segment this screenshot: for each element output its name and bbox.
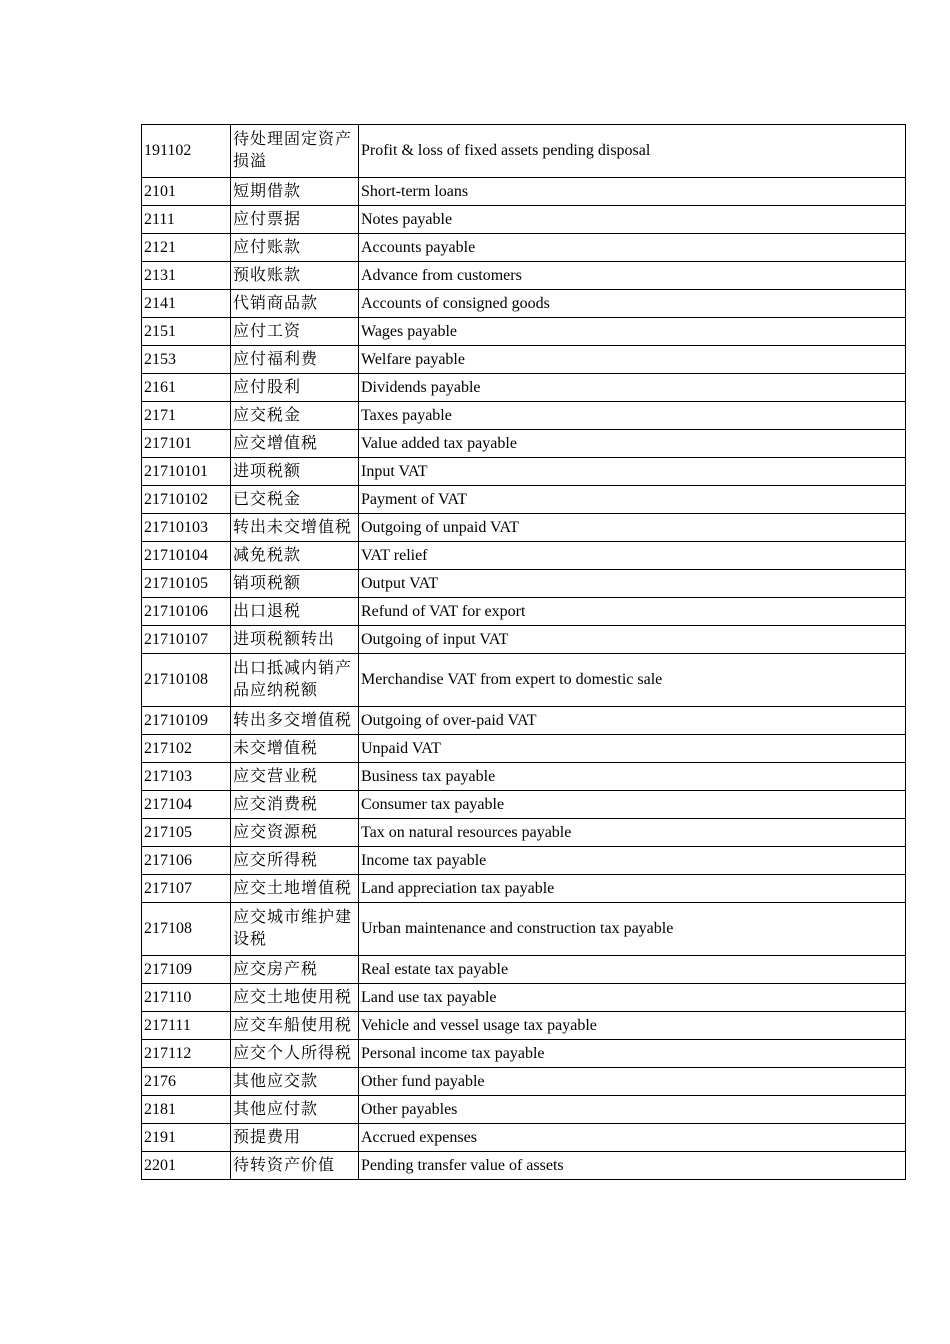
table-row bbox=[142, 402, 906, 430]
account-code-cell: 21710109 bbox=[142, 707, 231, 735]
chinese-name-cell: 进项税额 bbox=[231, 458, 359, 486]
chinese-name-cell: 应交税金 bbox=[231, 402, 359, 430]
account-code-cell: 217109 bbox=[142, 956, 231, 984]
table-row bbox=[142, 318, 906, 346]
account-code-cell: 217104 bbox=[142, 791, 231, 819]
english-name-cell: Unpaid VAT bbox=[359, 735, 906, 763]
table-row bbox=[142, 458, 906, 486]
chinese-name-cell: 出口退税 bbox=[231, 598, 359, 626]
chinese-name-cell: 应交房产税 bbox=[231, 956, 359, 984]
chinese-name-cell: 应交所得税 bbox=[231, 847, 359, 875]
chinese-name-cell: 代销商品款 bbox=[231, 290, 359, 318]
chinese-name-cell: 其他应交款 bbox=[231, 1068, 359, 1096]
english-name-cell: Personal income tax payable bbox=[359, 1040, 906, 1068]
english-name-cell: Urban maintenance and construction tax payable bbox=[359, 903, 906, 956]
english-name-cell: Short-term loans bbox=[359, 178, 906, 206]
english-name-cell: Dividends payable bbox=[359, 374, 906, 402]
chinese-name-cell: 预收账款 bbox=[231, 262, 359, 290]
english-name-cell: Outgoing of unpaid VAT bbox=[359, 514, 906, 542]
account-code-cell: 2121 bbox=[142, 234, 231, 262]
table-row bbox=[142, 1096, 906, 1124]
table-row bbox=[142, 903, 906, 956]
chinese-name-cell: 应付票据 bbox=[231, 206, 359, 234]
english-name-cell: Welfare payable bbox=[359, 346, 906, 374]
english-name-cell: Refund of VAT for export bbox=[359, 598, 906, 626]
account-code-cell: 2141 bbox=[142, 290, 231, 318]
table-row bbox=[142, 626, 906, 654]
table-row bbox=[142, 1068, 906, 1096]
chinese-name-cell: 未交增值税 bbox=[231, 735, 359, 763]
account-code-cell: 2176 bbox=[142, 1068, 231, 1096]
account-code-cell: 217110 bbox=[142, 984, 231, 1012]
table-row bbox=[142, 984, 906, 1012]
english-name-cell: Land use tax payable bbox=[359, 984, 906, 1012]
table-row bbox=[142, 956, 906, 984]
table-row bbox=[142, 430, 906, 458]
english-name-cell: Accrued expenses bbox=[359, 1124, 906, 1152]
account-code-cell: 2191 bbox=[142, 1124, 231, 1152]
account-code-cell: 21710102 bbox=[142, 486, 231, 514]
chinese-name-cell: 应交土地增值税 bbox=[231, 875, 359, 903]
account-code-cell: 21710107 bbox=[142, 626, 231, 654]
table-row bbox=[142, 234, 906, 262]
table-row bbox=[142, 262, 906, 290]
english-name-cell: Accounts payable bbox=[359, 234, 906, 262]
chinese-name-cell: 应付账款 bbox=[231, 234, 359, 262]
english-name-cell: Wages payable bbox=[359, 318, 906, 346]
english-name-cell: Other payables bbox=[359, 1096, 906, 1124]
account-code-cell: 217102 bbox=[142, 735, 231, 763]
english-name-cell: Taxes payable bbox=[359, 402, 906, 430]
table-row bbox=[142, 125, 906, 178]
english-name-cell: Advance from customers bbox=[359, 262, 906, 290]
chinese-name-cell: 其他应付款 bbox=[231, 1096, 359, 1124]
account-code-cell: 217103 bbox=[142, 763, 231, 791]
chinese-name-cell: 应交个人所得税 bbox=[231, 1040, 359, 1068]
table-row bbox=[142, 819, 906, 847]
table-row bbox=[142, 178, 906, 206]
english-name-cell: Pending transfer value of assets bbox=[359, 1152, 906, 1180]
account-code-cell: 217108 bbox=[142, 903, 231, 956]
account-code-cell: 2111 bbox=[142, 206, 231, 234]
account-code-cell: 21710108 bbox=[142, 654, 231, 707]
table-row bbox=[142, 598, 906, 626]
chinese-name-cell: 应交车船使用税 bbox=[231, 1012, 359, 1040]
account-code-cell: 2131 bbox=[142, 262, 231, 290]
english-name-cell: Notes payable bbox=[359, 206, 906, 234]
table-row bbox=[142, 791, 906, 819]
table-row bbox=[142, 542, 906, 570]
chinese-name-cell: 应交增值税 bbox=[231, 430, 359, 458]
table-row bbox=[142, 206, 906, 234]
english-name-cell: Input VAT bbox=[359, 458, 906, 486]
table-row bbox=[142, 735, 906, 763]
table-row bbox=[142, 1152, 906, 1180]
english-name-cell: Consumer tax payable bbox=[359, 791, 906, 819]
account-code-cell: 21710104 bbox=[142, 542, 231, 570]
chinese-name-cell: 出口抵减内销产品应纳税额 bbox=[231, 654, 359, 707]
table-row bbox=[142, 1012, 906, 1040]
account-code-cell: 2201 bbox=[142, 1152, 231, 1180]
chinese-name-cell: 应付工资 bbox=[231, 318, 359, 346]
table-row bbox=[142, 847, 906, 875]
chinese-name-cell: 预提费用 bbox=[231, 1124, 359, 1152]
english-name-cell: Output VAT bbox=[359, 570, 906, 598]
chinese-name-cell: 应付股利 bbox=[231, 374, 359, 402]
chinese-name-cell: 待转资产价值 bbox=[231, 1152, 359, 1180]
account-code-cell: 217107 bbox=[142, 875, 231, 903]
table-row bbox=[142, 654, 906, 707]
table-row bbox=[142, 763, 906, 791]
chinese-name-cell: 减免税款 bbox=[231, 542, 359, 570]
english-name-cell: Merchandise VAT from expert to domestic sale bbox=[359, 654, 906, 707]
english-name-cell: Other fund payable bbox=[359, 1068, 906, 1096]
table-row bbox=[142, 486, 906, 514]
table-row bbox=[142, 570, 906, 598]
english-name-cell: Outgoing of over-paid VAT bbox=[359, 707, 906, 735]
account-code-cell: 2101 bbox=[142, 178, 231, 206]
table-row bbox=[142, 374, 906, 402]
account-code-table bbox=[141, 124, 906, 1180]
account-code-cell: 2161 bbox=[142, 374, 231, 402]
account-code-cell: 2151 bbox=[142, 318, 231, 346]
english-name-cell: Business tax payable bbox=[359, 763, 906, 791]
english-name-cell: VAT relief bbox=[359, 542, 906, 570]
account-code-cell: 191102 bbox=[142, 125, 231, 178]
account-code-cell: 217101 bbox=[142, 430, 231, 458]
chinese-name-cell: 应交消费税 bbox=[231, 791, 359, 819]
english-name-cell: Profit & loss of fixed assets pending disposal bbox=[359, 125, 906, 178]
table-row bbox=[142, 875, 906, 903]
english-name-cell: Vehicle and vessel usage tax payable bbox=[359, 1012, 906, 1040]
english-name-cell: Income tax payable bbox=[359, 847, 906, 875]
chinese-name-cell: 转出未交增值税 bbox=[231, 514, 359, 542]
chinese-name-cell: 应付福利费 bbox=[231, 346, 359, 374]
english-name-cell: Real estate tax payable bbox=[359, 956, 906, 984]
table-row bbox=[142, 1040, 906, 1068]
account-code-cell: 2153 bbox=[142, 346, 231, 374]
account-code-cell: 21710103 bbox=[142, 514, 231, 542]
chinese-name-cell: 应交土地使用税 bbox=[231, 984, 359, 1012]
english-name-cell: Outgoing of input VAT bbox=[359, 626, 906, 654]
account-code-cell: 217106 bbox=[142, 847, 231, 875]
english-name-cell: Value added tax payable bbox=[359, 430, 906, 458]
account-code-cell: 21710106 bbox=[142, 598, 231, 626]
chinese-name-cell: 应交城市维护建设税 bbox=[231, 903, 359, 956]
account-code-cell: 2171 bbox=[142, 402, 231, 430]
chinese-name-cell: 已交税金 bbox=[231, 486, 359, 514]
account-code-cell: 217112 bbox=[142, 1040, 231, 1068]
table-row bbox=[142, 514, 906, 542]
chinese-name-cell: 进项税额转出 bbox=[231, 626, 359, 654]
table-row bbox=[142, 707, 906, 735]
english-name-cell: Accounts of consigned goods bbox=[359, 290, 906, 318]
chinese-name-cell: 销项税额 bbox=[231, 570, 359, 598]
table-row bbox=[142, 346, 906, 374]
account-code-cell: 21710105 bbox=[142, 570, 231, 598]
table-row bbox=[142, 1124, 906, 1152]
account-code-cell: 217111 bbox=[142, 1012, 231, 1040]
account-code-table-body bbox=[142, 125, 906, 1180]
chinese-name-cell: 应交资源税 bbox=[231, 819, 359, 847]
table-row bbox=[142, 290, 906, 318]
chinese-name-cell: 待处理固定资产损溢 bbox=[231, 125, 359, 178]
chinese-name-cell: 短期借款 bbox=[231, 178, 359, 206]
chinese-name-cell: 应交营业税 bbox=[231, 763, 359, 791]
account-code-cell: 2181 bbox=[142, 1096, 231, 1124]
english-name-cell: Payment of VAT bbox=[359, 486, 906, 514]
account-code-cell: 21710101 bbox=[142, 458, 231, 486]
english-name-cell: Land appreciation tax payable bbox=[359, 875, 906, 903]
english-name-cell: Tax on natural resources payable bbox=[359, 819, 906, 847]
account-code-cell: 217105 bbox=[142, 819, 231, 847]
chinese-name-cell: 转出多交增值税 bbox=[231, 707, 359, 735]
